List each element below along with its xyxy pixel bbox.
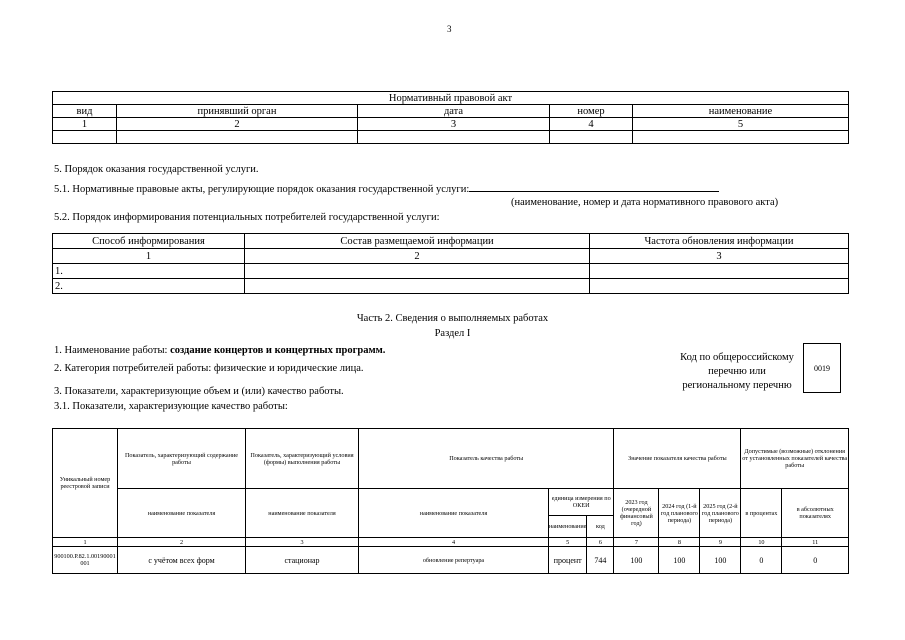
npa-header-body: принявший орган — [117, 105, 358, 118]
part2-item1-prefix: 1. Наименование работы: — [54, 345, 171, 356]
qt-h-name-conditions: наименование показателя — [246, 489, 359, 538]
section51-line — [54, 182, 719, 195]
part2-item31: 3.1. Показатели, характеризующие качество работы: — [54, 401, 288, 412]
code-label — [676, 351, 798, 393]
qt-h-2025: 2025 год (2-й год планового периода) — [700, 489, 741, 538]
npa-num-4: 4 — [550, 118, 633, 131]
qt-row-2025: 100 — [700, 547, 741, 574]
qt-num: 5 — [549, 538, 587, 547]
qt-h-2023: 2023 год (очередной финансовый год) — [614, 489, 659, 538]
qt-num: 6 — [587, 538, 614, 547]
info-empty-cell — [245, 264, 590, 279]
info-row-1: 1. — [53, 264, 245, 279]
qt-row-unique: 900100.Р.82.1.00190001001 — [53, 547, 118, 574]
code-value-box: 0019 — [803, 343, 841, 393]
info-empty-cell — [590, 264, 849, 279]
info-empty-cell — [245, 279, 590, 294]
npa-num-5: 5 — [633, 118, 849, 131]
quality-table — [52, 428, 849, 574]
qt-row-content: с учётом всех форм — [118, 547, 246, 574]
qt-row-pct: 0 — [741, 547, 782, 574]
qt-h-unit-name: наименование — [549, 516, 587, 538]
qt-h-values: Значение показателя качества работы — [614, 429, 741, 489]
code-label-line3: региональному перечню — [682, 380, 792, 391]
info-header-method: Способ информирования — [53, 234, 245, 249]
qt-num: 2 — [118, 538, 246, 547]
qt-h-quality: Показатель качества работы — [359, 429, 614, 489]
part2-item1 — [54, 345, 385, 356]
part2-section: Раздел I — [434, 328, 471, 339]
info-num-2: 2 — [245, 249, 590, 264]
qt-num: 1 — [53, 538, 118, 547]
info-num-3: 3 — [590, 249, 849, 264]
info-row-2: 2. — [53, 279, 245, 294]
qt-row-code: 744 — [587, 547, 614, 574]
info-table — [52, 233, 849, 294]
section51-blank — [469, 182, 719, 192]
npa-empty-cell — [53, 131, 117, 144]
qt-h-abs: в абсолютных показателях — [782, 489, 849, 538]
qt-row-quality: обновление репертуара — [359, 547, 549, 574]
qt-row-2023: 100 — [614, 547, 659, 574]
qt-row-unit: процент — [549, 547, 587, 574]
qt-num: 4 — [359, 538, 549, 547]
npa-num-1: 1 — [53, 118, 117, 131]
qt-num: 7 — [614, 538, 659, 547]
qt-num: 10 — [741, 538, 782, 547]
qt-h-unique: Уникальный номер реестровой записи — [53, 429, 118, 538]
qt-num: 8 — [659, 538, 700, 547]
qt-h-name-quality: наименование показателя — [359, 489, 549, 538]
qt-h-unit-code: код — [587, 516, 614, 538]
part2-item3: 3. Показатели, характеризующие объем и (или) качество работы. — [54, 386, 344, 397]
section51-text: 5.1. Нормативные правовые акты, регулирующие порядок оказания государственной услуги: — [54, 184, 470, 195]
qt-h-pct: в процентах — [741, 489, 782, 538]
info-header-content: Состав размещаемой информации — [245, 234, 590, 249]
npa-num-2: 2 — [117, 118, 358, 131]
part2-item2: 2. Категория потребителей работы: физические и юридические лица. — [54, 363, 364, 374]
qt-h-deviation: Допустимые (возможные) отклонения от установленных показателей качества работы — [741, 429, 849, 489]
part2-item1-work: создание концертов и концертных программ. — [170, 345, 386, 356]
code-label-line2: перечню или — [708, 366, 766, 377]
npa-empty-cell — [633, 131, 849, 144]
part2-title: Часть 2. Сведения о выполняемых работах — [356, 313, 549, 324]
npa-header-kind: вид — [53, 105, 117, 118]
npa-header-name: наименование — [633, 105, 849, 118]
section52-text: 5.2. Порядок информирования потенциальных потребителей государственной услуги: — [54, 212, 440, 223]
qt-h-unit: единица измерения по ОКЕИ — [549, 489, 614, 516]
qt-h-name-content: наименование показателя — [118, 489, 246, 538]
qt-h-2024: 2024 год (1-й год планового периода) — [659, 489, 700, 538]
qt-num: 9 — [700, 538, 741, 547]
qt-row-2024: 100 — [659, 547, 700, 574]
info-num-1: 1 — [53, 249, 245, 264]
npa-empty-cell — [117, 131, 358, 144]
npa-table — [52, 91, 849, 144]
info-empty-cell — [590, 279, 849, 294]
qt-num: 11 — [782, 538, 849, 547]
qt-h-content: Показатель, характеризующий содержание работы — [118, 429, 246, 489]
npa-empty-cell — [550, 131, 633, 144]
qt-row-conditions: стационар — [246, 547, 359, 574]
npa-header-number: номер — [550, 105, 633, 118]
page-number: 3 — [447, 24, 452, 34]
info-header-frequency: Частота обновления информации — [590, 234, 849, 249]
npa-header-date: дата — [358, 105, 550, 118]
code-label-line1: Код по общероссийскому — [680, 352, 794, 363]
qt-row-abs: 0 — [782, 547, 849, 574]
npa-num-3: 3 — [358, 118, 550, 131]
section51-caption: (наименование, номер и дата нормативного правового акта) — [511, 197, 779, 208]
npa-empty-cell — [358, 131, 550, 144]
qt-h-conditions: Показатель, характеризующий условия (формы) выполнения работы — [246, 429, 359, 489]
qt-num: 3 — [246, 538, 359, 547]
npa-title: Нормативный правовой акт — [53, 92, 849, 105]
section5-title: 5. Порядок оказания государственной услуги. — [54, 164, 259, 175]
